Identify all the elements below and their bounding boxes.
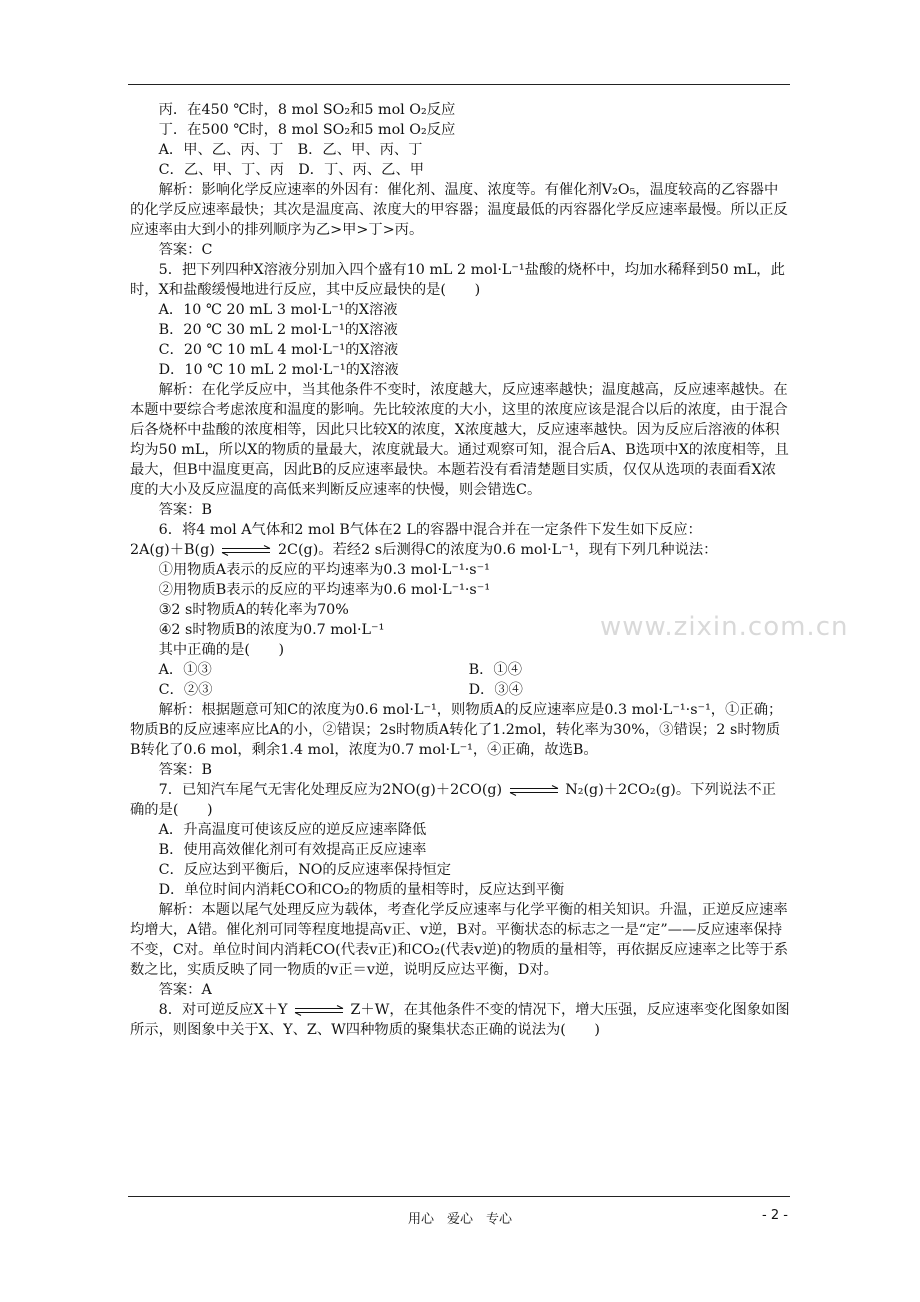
q6-equation-line [130, 540, 790, 560]
q8-text-right: Z＋W，在其他条件不变的情况下，增大压强，反应速率变化图象如图所示，则图象中关于X、Y、Z、W四种物质的聚集状态正确的说法为( ) [130, 1002, 790, 1038]
q6-statement-4: ④2 s时物质B的浓度为0.7 mol·L⁻¹ [158, 622, 385, 638]
q6-option-c: C．②③ [158, 682, 213, 698]
q6-option-b: B．①④ [468, 662, 522, 678]
question-6: 6．将4 mol A气体和2 mol B气体在2 L的容器中混合并在一定条件下发生如下反应： [158, 522, 702, 538]
q7-text-right: N₂(g)＋2CO₂(g)。下列说法不正确的是( ) [130, 782, 776, 818]
q6-statement-3: ③2 s时物质A的转化率为70% [158, 602, 349, 618]
equilibrium-arrow-icon [508, 785, 560, 796]
q6-answer: 答案：B [158, 762, 212, 778]
question-8 [130, 1000, 790, 1040]
option-line: 丁．在500 ℃时，8 mol SO₂和5 mol O₂反应 [158, 122, 456, 138]
q8-text-left: 8．对可逆反应X＋Y [158, 1002, 288, 1018]
equilibrium-arrow-icon [220, 545, 272, 556]
q6-option-d: D．③④ [468, 682, 523, 698]
q7-option-a: A．升高温度可使该反应的逆反应速率降低 [158, 822, 427, 838]
q7-analysis: 解析：本题以尾气处理反应为载体，考查化学反应速率与化学平衡的相关知识。升温，正逆反应速率均增大，A错。催化剂可同等程度地提高v正、v逆，B对。平衡状态的标志之一是“定”——反应速率保持不变，C对。单位时间内消耗CO(代表v正)和CO₂(代表v逆)的物质的量相等，再依据反应速率之比等于系数之比，实质反映了同一物质的v正＝v逆，说明反应达平衡，D对。 [130, 902, 789, 978]
q6-eq-left: 2A(g)＋B(g) [130, 542, 215, 558]
question-7 [130, 780, 790, 820]
q7-option-c: C．反应达到平衡后，NO的反应速率保持恒定 [158, 862, 452, 878]
footer-motto: 用心 爱心 专心 [407, 1212, 512, 1227]
q6-analysis: 解析：根据题意可知C的浓度为0.6 mol·L⁻¹，则物质A的反应速率应是0.3 mol·L⁻¹·s⁻¹，①正确；物质B的反应速率应比A的小，②错误；2s时物质A转化了1.2mol，转化率为30%，③错误；2 s时物质B转化了0.6 mol，剩余1.4 mol，浓度为0.7 mol·L⁻¹，④正确，故选B。 [130, 702, 783, 758]
q7-text-left: 7．已知汽车尾气无害化处理反应为2NO(g)＋2CO(g) [158, 782, 503, 798]
choice-line: A．甲、乙、丙、丁 B．乙、甲、丙、丁 [158, 142, 423, 158]
question-5: 5．把下列四种X溶液分别加入四个盛有10 mL 2 mol·L⁻¹盐酸的烧杯中，均加水稀释到50 mL，此时，X和盐酸缓慢地进行反应，其中反应最快的是( ) [130, 262, 785, 298]
q5-answer: 答案：B [158, 502, 212, 518]
watermark: www.zixin.com.cn [600, 612, 849, 642]
q5-analysis: 解析：在化学反应中，当其他条件不变时，浓度越大，反应速率越快；温度越高，反应速率越快。在本题中要综合考虑浓度和温度的影响。先比较浓度的大小，这里的浓度应该是混合以后的浓度，由于混合后各烧杯中盐酸的浓度相等，因此只比较X的浓度，X浓度越大，反应速率越快。因为反应后溶液的体积均为50 mL，所以X的物质的量最大，浓度就最大。通过观察可知，混合后A、B选项中X的浓度相等，且最大，但B中温度更高，因此B的反应速率最快。本题若没有看清楚题目实质，仅仅从选项的表面看X浓度的大小及反应温度的高低来判断反应速率的快慢，则会错选C。 [130, 382, 789, 498]
q7-answer: 答案：A [158, 982, 212, 998]
footer-rule [128, 1196, 790, 1197]
q7-option-b: B．使用高效催化剂可有效提高正反应速率 [158, 842, 427, 858]
page-number: - 2 - [762, 1208, 788, 1223]
q5-option-b: B．20 ℃ 30 mL 2 mol·L⁻¹的X溶液 [158, 322, 398, 338]
page-content [130, 100, 790, 1040]
header-rule [128, 84, 790, 85]
q5-option-c: C．20 ℃ 10 mL 4 mol·L⁻¹的X溶液 [158, 342, 399, 358]
q5-option-a: A．10 ℃ 20 mL 3 mol·L⁻¹的X溶液 [158, 302, 398, 318]
choice-line: C．乙、甲、丁、丙 D．丁、丙、乙、甲 [158, 162, 425, 178]
q5-option-d: D．10 ℃ 10 mL 2 mol·L⁻¹的X溶液 [158, 362, 399, 378]
answer-text: 答案：C [158, 242, 213, 258]
equilibrium-arrow-icon [293, 1005, 345, 1016]
q6-statement-1: ①用物质A表示的反应的平均速率为0.3 mol·L⁻¹·s⁻¹ [158, 562, 490, 578]
analysis-text: 解析：影响化学反应速率的外因有：催化剂、温度、浓度等。有催化剂V₂O₅，温度较高的乙容器中的化学反应速率最快；其次是温度高、浓度大的甲容器；温度最低的丙容器化学反应速率最慢。所以正反应速率由大到小的排列顺序为乙>甲>丁>丙。 [130, 182, 788, 238]
q6-option-a: A．①③ [158, 662, 212, 678]
q6-eq-right: 2C(g)。若经2 s后测得C的浓度为0.6 mol·L⁻¹，现有下列几种说法： [277, 542, 718, 558]
option-line: 丙．在450 ℃时，8 mol SO₂和5 mol O₂反应 [158, 102, 456, 118]
q6-options-row [130, 680, 790, 700]
q6-question: 其中正确的是( ) [158, 642, 285, 658]
q6-options-row [130, 660, 790, 680]
q7-option-d: D．单位时间内消耗CO和CO₂的物质的量相等时，反应达到平衡 [158, 882, 565, 898]
q6-statement-2: ②用物质B表示的反应的平均速率为0.6 mol·L⁻¹·s⁻¹ [158, 582, 491, 598]
